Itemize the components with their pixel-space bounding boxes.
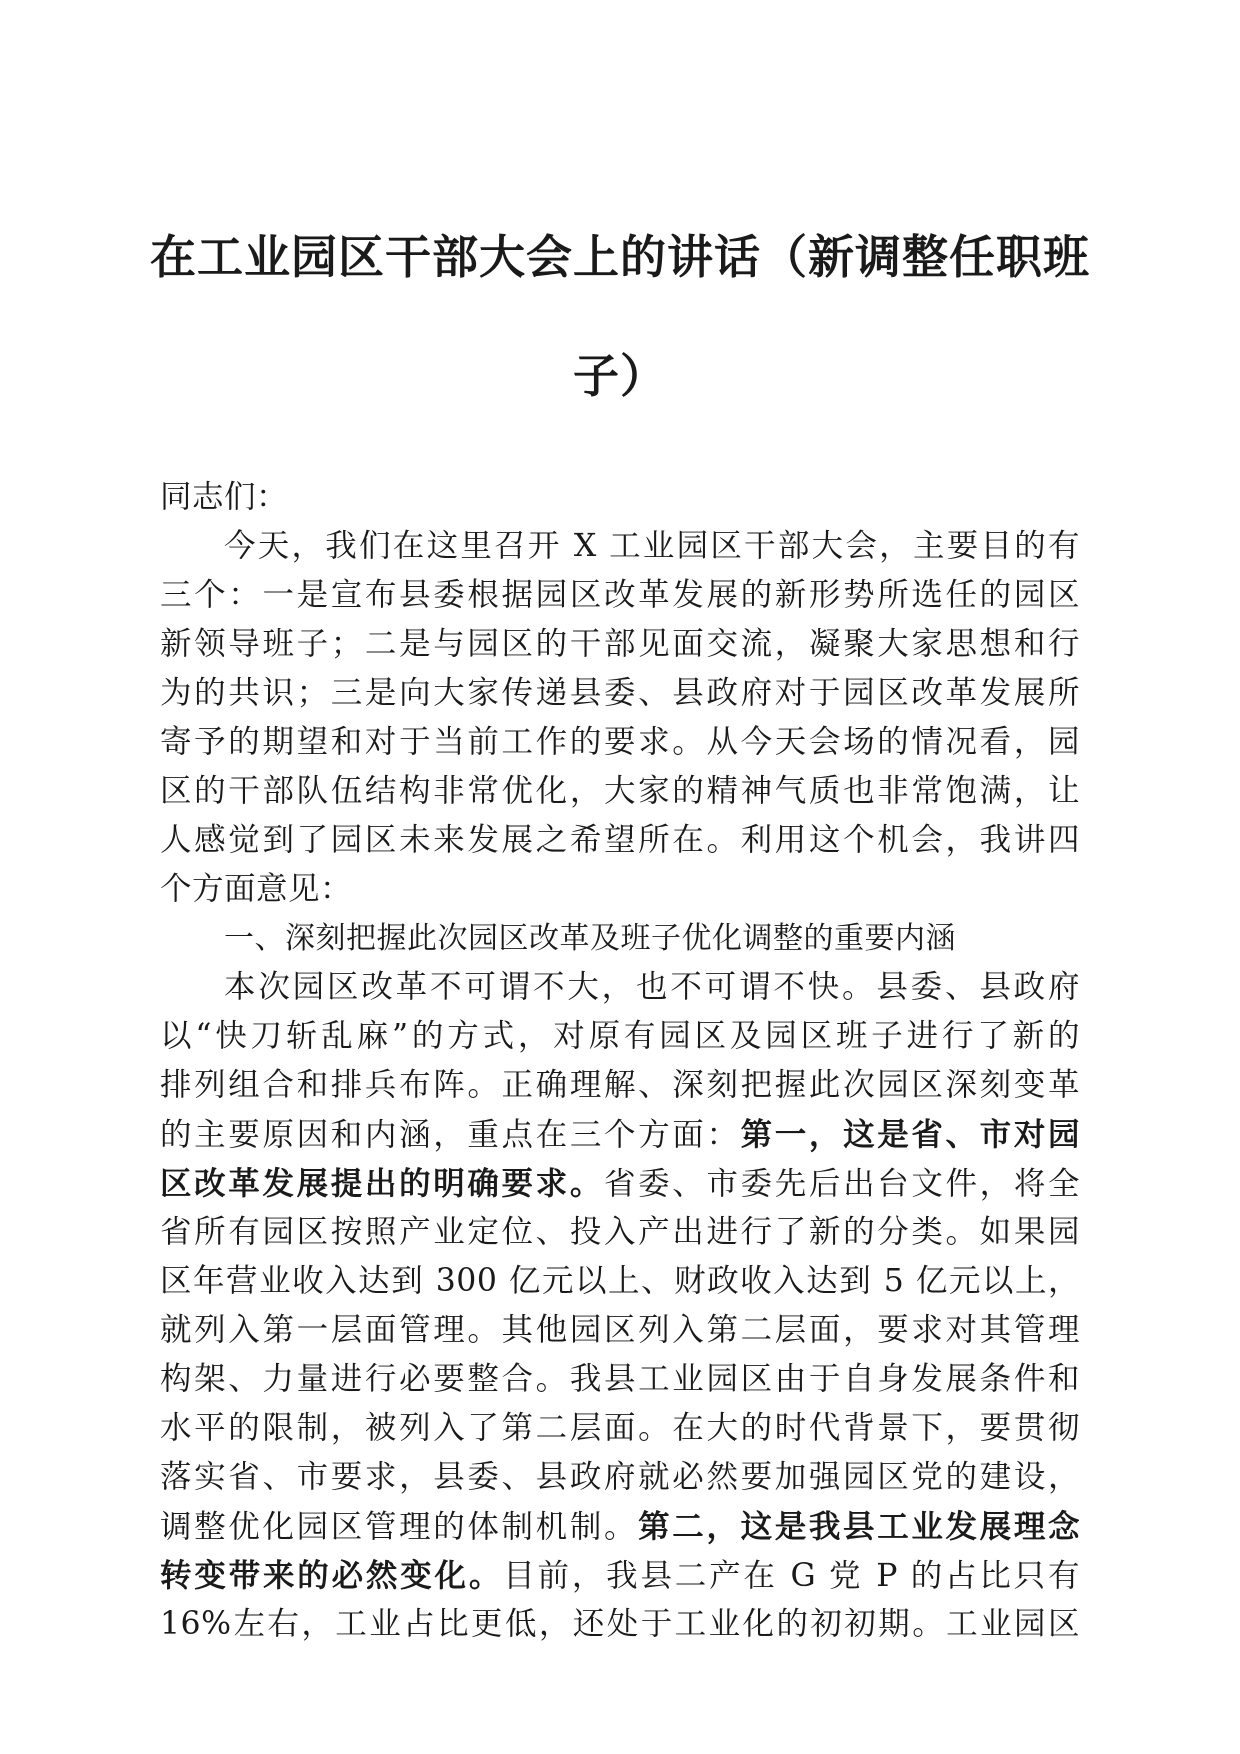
paragraph-line: 为的共识；三是向大家传递县委、县政府对于园区改革发展所 (160, 675, 1080, 711)
paragraph-line (160, 1110, 1080, 1159)
paragraph-text: 的主要原因和内涵，重点在三个方面： (160, 1117, 741, 1153)
paragraph-line: 本次园区改革不可谓不大，也不可谓不快。县委、县政府 (224, 969, 1080, 1005)
paragraph-line: 以“快刀斩乱麻”的方式，对原有园区及园区班子进行了新的 (160, 1018, 1080, 1054)
paragraph-line: 寄予的期望和对于当前工作的要求。从今天会场的情况看，园 (160, 724, 1080, 760)
paragraph-line: 三个：一是宣布县委根据园区改革发展的新形势所选任的园区 (160, 577, 1080, 613)
paragraph-text: 省委、市委先后出台文件，将全 (604, 1166, 1080, 1202)
paragraph-line: 落实省、市要求，县委、县政府就必然要加强园区党的建设， (160, 1459, 1080, 1495)
paragraph-line: 区年营业收入达到 300 亿元以上、财政收入达到 5 亿元以上， (160, 1263, 1080, 1299)
salutation: 同志们： (160, 479, 289, 515)
paragraph-line: 排列组合和排兵布阵。正确理解、深刻把握此次园区深刻变革 (160, 1067, 1080, 1103)
document-body (160, 473, 1080, 1649)
bold-point-first-cont: 区改革发展提出的明确要求。 (160, 1165, 604, 1202)
paragraph-line: 构架、力量进行必要整合。我县工业园区由于自身发展条件和 (160, 1361, 1080, 1397)
document-title-line-1: 在工业园区干部大会上的讲话（新调整任职班 (150, 230, 1090, 284)
paragraph-line: 就列入第一层面管理。其他园区列入第二层面，要求对其管理 (160, 1312, 1080, 1348)
paragraph-line (160, 1551, 1080, 1600)
paragraph-line: 水平的限制，被列入了第二层面。在大的时代背景下，要贯彻 (160, 1410, 1080, 1446)
document-title-line-2: 子） (573, 349, 667, 403)
paragraph-line: 16%左右，工业占比更低，还处于工业化的初初期。工业园区 (160, 1606, 1080, 1642)
bold-point-second: 第二，这是我县工业发展理念 (638, 1508, 1080, 1545)
bold-point-second-cont: 转变带来的必然变化。 (160, 1557, 504, 1594)
bold-point-first: 第一，这是省、市对园 (740, 1116, 1080, 1153)
paragraph-line: 区的干部队伍结构非常优化，大家的精神气质也非常饱满，让 (160, 773, 1080, 809)
paragraph-line: 人感觉到了园区未来发展之希望所在。利用这个机会，我讲四 (160, 822, 1080, 858)
paragraph-text: 目前，我县二产在 G 党 P 的占比只有 (503, 1558, 1080, 1594)
paragraph-line: 今天，我们在这里召开 X 工业园区干部大会，主要目的有 (224, 528, 1080, 564)
paragraph-line (160, 1502, 1080, 1551)
section-heading: 一、深刻把握此次园区改革及班子优化调整的重要内涵 (224, 921, 956, 956)
paragraph-line: 个方面意见： (160, 871, 353, 907)
paragraph-text: 调整优化园区管理的体制机制。 (160, 1509, 639, 1545)
paragraph-line (160, 1159, 1080, 1208)
paragraph-line: 省所有园区按照产业定位、投入产出进行了新的分类。如果园 (160, 1214, 1080, 1250)
paragraph-line: 新领导班子；二是与园区的干部见面交流，凝聚大家思想和行 (160, 626, 1080, 662)
